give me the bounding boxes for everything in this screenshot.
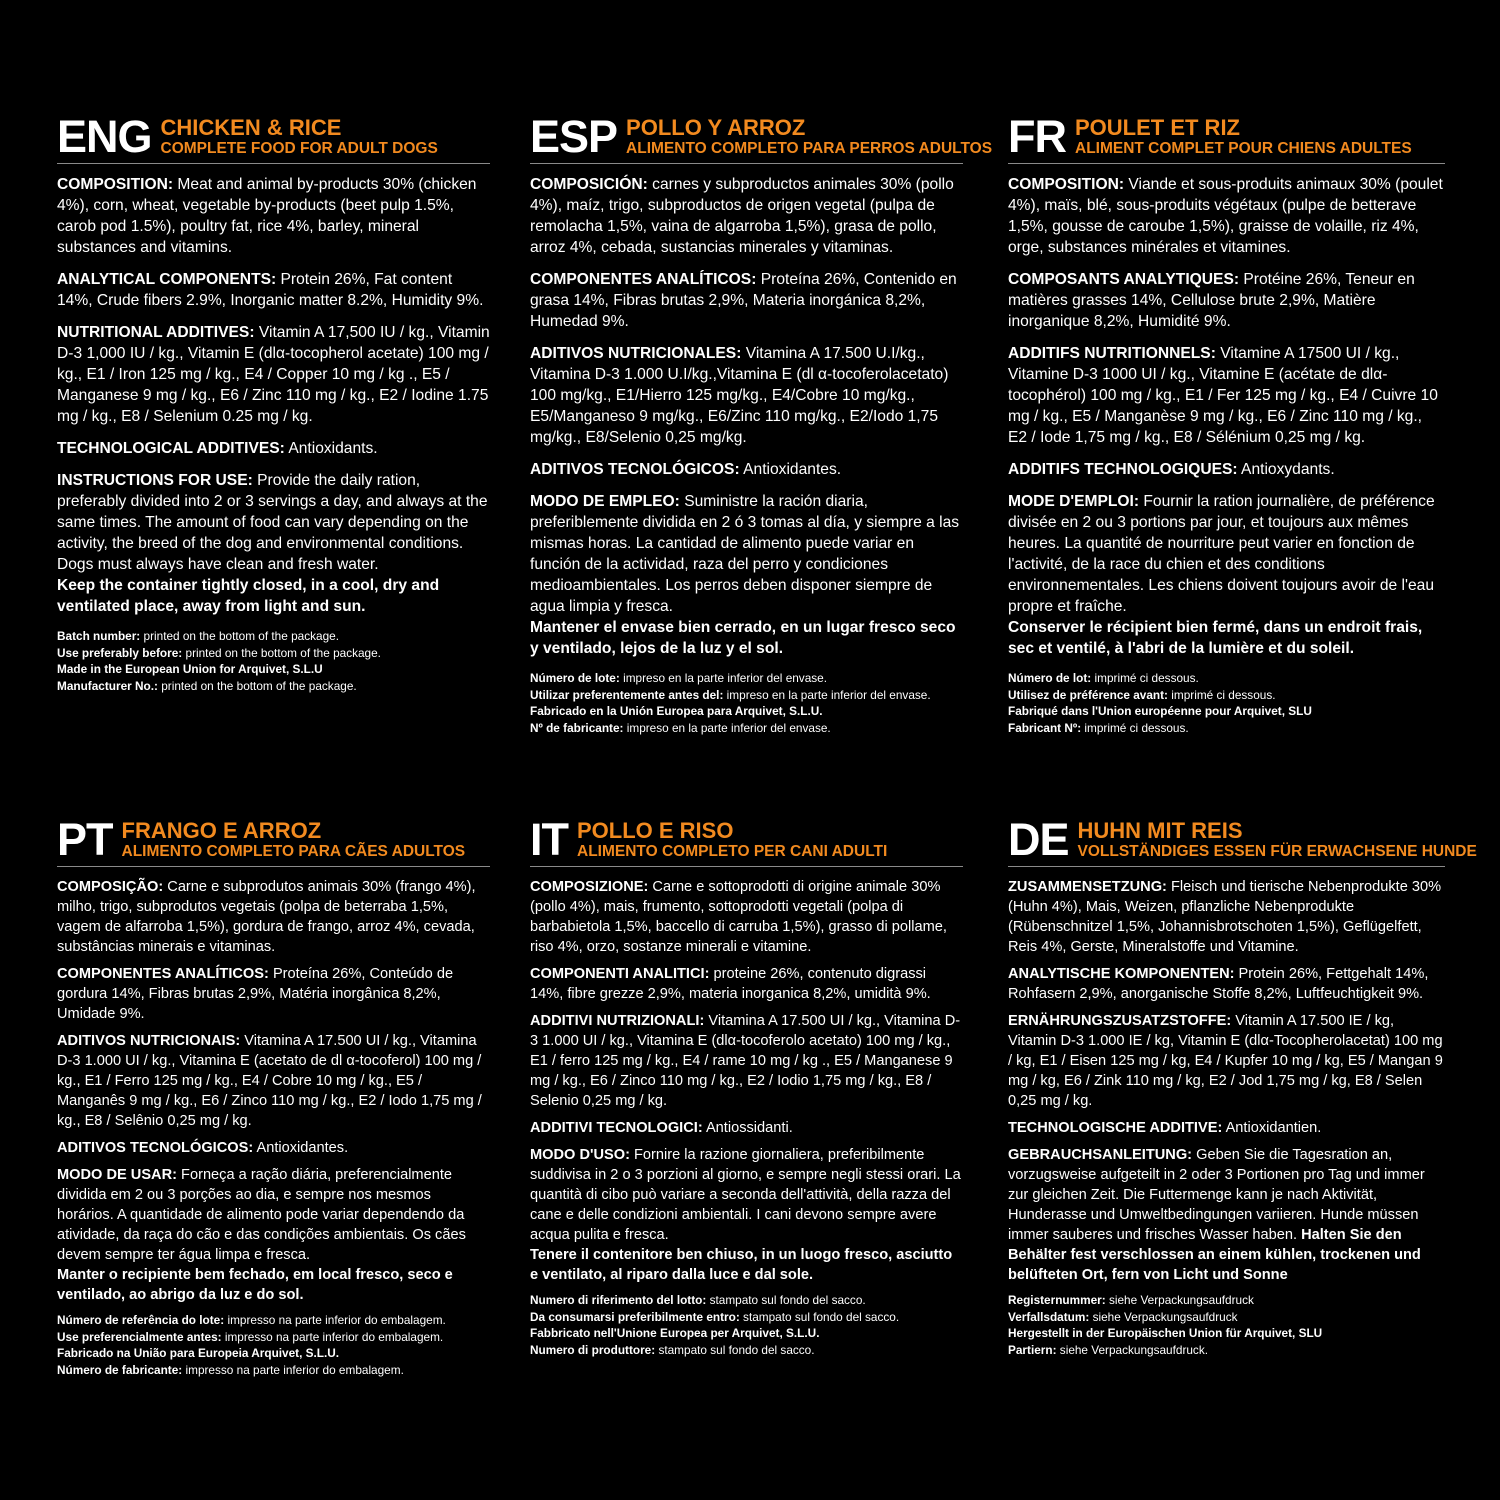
section-text: Meat and animal by-products 30% (chicken 4%), corn, wheat, vegetable by-products (beet pulp 1.5%, carob pod 1.5%), poultry fat, rice 4%, barley, mineral substances and vitamins. — [57, 176, 477, 256]
footer-line — [530, 1342, 963, 1359]
section-label: ADDITIVI TECNOLOGICI: — [530, 1120, 703, 1136]
footer-label: Manufacturer No.: — [57, 678, 158, 693]
product-title: CHICKEN & RICE — [160, 115, 342, 140]
footer-line — [530, 720, 963, 737]
section-label: COMPONENTES ANALÍTICOS: — [530, 271, 757, 288]
footer-label: Numero di produttore: — [530, 1342, 656, 1357]
panel-it — [530, 814, 963, 1358]
section-text: Provide the daily ration, preferably divided into 2 or 3 servings a day, and always at the same times. The amount of food can vary depending on the activity, the breed of the dog and environmental conditions. Dogs must always have clean and fresh water. — [57, 472, 488, 573]
footer-line — [1008, 1342, 1445, 1359]
panel-esp — [530, 111, 993, 736]
section-text: Antioxidantes. — [253, 1140, 349, 1156]
footer-text: stampato sul fondo del sacco. — [655, 1342, 815, 1357]
product-title: HUHN MIT REIS — [1077, 818, 1243, 843]
footer-line — [530, 703, 963, 720]
section — [530, 1011, 963, 1111]
footer-label: Fabbricato nell'Unione Europea per Arquivet, S.L.U. — [530, 1326, 820, 1340]
section-text: Vitamina A 17.500 UI / kg., Vitamina D-3 1.000 UI / kg., Vitamina E (dlα-tocoferolo acetato) 100 mg / kg., E1 / ferro 125 mg / kg., E4 / rame 10 mg / kg ., E5 / Manganese 9 mg / kg., E6 / Zinco 110 mg / kg., E2 / Iodio 1,75 mg / kg., E8 / Selenio 0,25 mg / kg. — [530, 1013, 961, 1109]
language-code: ESP — [530, 111, 618, 162]
panel-pt — [57, 814, 490, 1378]
footer-text: stampato sul fondo del sacco. — [706, 1293, 866, 1307]
section-text: Antioxydants. — [1237, 461, 1335, 478]
panel-titles — [1078, 818, 1477, 860]
section — [57, 174, 490, 258]
footer-line — [1008, 1292, 1445, 1309]
panel-header — [57, 814, 490, 867]
section — [57, 964, 490, 1024]
section-label: COMPOSANTS ANALYTIQUES: — [1008, 271, 1240, 288]
footer-line — [57, 661, 490, 678]
footer-line — [57, 645, 490, 662]
section — [1008, 1011, 1445, 1111]
section — [1008, 174, 1445, 258]
section — [1008, 877, 1445, 957]
panel-header — [530, 111, 993, 164]
footer-label: Made in the European Union for Arquivet, S.L.U — [57, 662, 323, 676]
footer-line — [1008, 720, 1445, 737]
section-text: Protéine 26%, Teneur en matières grasses 14%, Cellulose brute 2,9%, Matière inorganique 8,2%, Humidité 9%. — [1008, 271, 1415, 330]
section-text: Geben Sie die Tagesration an, vorzugsweise aufgeteilt in 2 oder 3 Portionen pro Tag und immer zur gleichen Zeit. Die Futtermenge kann je nach Aktivität, Hunderasse und Umweltbedingungen variieren. Hunde müssen immer sauberes und frisches Wasser haben. — [1008, 1147, 1425, 1243]
footer-text: siehe Verpackungsaufdruck — [1089, 1309, 1238, 1324]
footer-text: imprimé ci dessous. — [1081, 720, 1189, 735]
footer-line — [1008, 670, 1445, 687]
footer-label: Registernummer: — [1008, 1293, 1106, 1307]
panel-footer — [1008, 1292, 1445, 1358]
section-text: Forneça a ração diária, preferencialmente dividida em 2 ou 3 porções ao dia, e sempre nos mesmos horários. A quantidade de alimento pode variar dependendo da atividade, da raça do cão e das condições ambientais. Os cães devem sempre ter água limpa e fresca. — [57, 1167, 466, 1263]
section-label: TECHNOLOGISCHE ADDITIVE: — [1008, 1120, 1223, 1136]
footer-label: Use preferably before: — [57, 645, 183, 660]
storage-note: Manter o recipiente bem fechado, em local fresco, seco e ventilado, ao abrigo da luz e do sol. — [57, 1267, 453, 1303]
footer-label: Batch number: — [57, 629, 141, 643]
section-label: COMPONENTES ANALÍTICOS: — [57, 966, 269, 982]
panel-body — [57, 174, 490, 694]
panel-titles — [161, 115, 438, 157]
section — [1008, 1145, 1445, 1285]
section — [57, 1165, 490, 1305]
section — [530, 459, 963, 480]
section-text: Suministre la ración diaria, preferiblemente dividida en 2 ó 3 tomas al día, y siempre a las mismas horas. La cantidad de alimento puede variar en función de la actividad, raza del perro y condiciones medioambientales. Los perros deben disponer siempre de agua limpia y fresca. — [530, 493, 960, 615]
footer-text: impresso na parte inferior do embalagem. — [224, 1313, 446, 1327]
section — [530, 877, 963, 957]
product-title: POLLO E RISO — [577, 818, 734, 843]
section-label: ERNÄHRUNGSZUSATZSTOFFE: — [1008, 1013, 1232, 1029]
product-subtitle: ALIMENTO COMPLETO PER CANI ADULTI — [577, 843, 888, 860]
footer-line — [530, 1292, 963, 1309]
panel-titles — [1075, 115, 1412, 157]
section-label: ZUSAMMENSETZUNG: — [1008, 879, 1167, 895]
panel-titles — [122, 818, 466, 860]
section-text: Vitamin A 17.500 IE / kg, Vitamin D-3 1.000 IE / kg, Vitamin E (dlα-Tocopherolacetat) 100 mg / kg, E1 / Eisen 125 mg / kg, E4 / Kupfer 10 mg / kg, E5 / Mangan 9 mg / kg, E6 / Zink 110 mg / kg, E2 / Jod 1,75 mg / kg, E8 / Selen 0,25 mg / kg. — [1008, 1013, 1443, 1109]
footer-label: Utilisez de préférence avant: — [1008, 687, 1168, 702]
storage-note: Tenere il contenitore ben chiuso, in un luogo fresco, asciutto e ventilato, al riparo dalla luce e dal sole. — [530, 1247, 953, 1283]
section-text: Proteína 26%, Conteúdo de gordura 14%, Fibras brutas 2,9%, Matéria inorgânica 8,2%, Umidade 9%. — [57, 966, 454, 1022]
storage-note: Mantener el envase bien cerrado, en un lugar fresco seco y ventilado, lejos de la luz y el sol. — [530, 619, 956, 657]
footer-text: impresso na parte inferior do embalagem. — [221, 1329, 444, 1344]
section-text: Proteína 26%, Contenido en grasa 14%, Fibras brutas 2,9%, Materia inorgánica 8,2%, Humedad 9%. — [530, 271, 957, 330]
footer-line — [57, 1329, 490, 1346]
footer-label: Fabricado en la Unión Europea para Arquivet, S.L.U. — [530, 704, 823, 718]
panel-titles — [577, 818, 887, 860]
section-label: TECHNOLOGICAL ADDITIVES: — [57, 440, 285, 457]
section-text: Fournir la ration journalière, de préférence divisée en 2 ou 3 portions par jour, et toujours aux mêmes heures. La quantité de nourriture peut varier en fonction de l'activité, de la race du chien et des conditions environnementales. Les chiens doivent toujours avoir de l'eau propre et fraîche. — [1008, 493, 1435, 615]
footer-line — [530, 670, 963, 687]
section — [530, 343, 963, 448]
section — [1008, 1118, 1445, 1138]
section-label: MODO D'USO: — [530, 1147, 630, 1163]
product-subtitle: ALIMENTO COMPLETO PARA CÃES ADULTOS — [121, 843, 466, 860]
section — [530, 1145, 963, 1285]
panel-body — [530, 877, 963, 1358]
footer-label: Fabriqué dans l'Union européenne pour Arquivet, SLU — [1008, 704, 1312, 718]
section-text: Antioxidantes. — [739, 461, 842, 478]
footer-text: imprimé ci dessous. — [1091, 671, 1199, 685]
section — [1008, 269, 1445, 332]
section — [1008, 491, 1445, 659]
product-subtitle: VOLLSTÄNDIGES ESSEN FÜR ERWACHSENE HUNDE — [1077, 843, 1477, 860]
panel-body — [57, 877, 490, 1378]
panel-titles — [626, 115, 992, 157]
section — [530, 964, 963, 1004]
footer-text: impresso na parte inferior do embalagem. — [182, 1362, 404, 1377]
section-text: Carne e subprodutos animais 30% (frango 4%), milho, trigo, subprodutos vegetais (polpa de beterraba 1,5%, vagem de alfarroba 1,5%), gordura de frango, arroz 4%, cevada, substâncias minerais e vitaminas. — [57, 879, 476, 955]
language-code: PT — [57, 814, 113, 865]
section-text: Protein 26%, Fat content 14%, Crude fibers 2.9%, Inorganic matter 8.2%, Humidity 9%. — [57, 271, 484, 309]
language-code: FR — [1008, 111, 1066, 162]
section-label: COMPOSIZIONE: — [530, 879, 649, 895]
footer-text: impreso en la parte inferior del envase. — [619, 671, 828, 685]
section-text: Protein 26%, Fettgehalt 14%, Rohfasern 2,9%, anorganische Stoffe 8,2%, Luftfeuchtigkeit 9%. — [1008, 966, 1429, 1002]
footer-line — [1008, 1309, 1445, 1326]
section — [1008, 343, 1445, 448]
panel-header — [1008, 111, 1445, 164]
footer-text: siehe Verpackungsaufdruck. — [1056, 1342, 1209, 1357]
section-text: Viande et sous-produits animaux 30% (poulet 4%), maïs, blé, sous-produits végétaux (pulpe de betterave 1,5%, gousse de caroube 1,5%), graisse de volaille, riz 4%, orge, substances minérales et vitamines. — [1008, 176, 1443, 256]
product-subtitle: COMPLETE FOOD FOR ADULT DOGS — [160, 140, 438, 157]
section-text: Fleisch und tierische Nebenprodukte 30% (Huhn 4%), Mais, Weizen, pflanzliche Nebenprodukte (Rübenschnitzel 1,5%, Johannisbrotschoten 1,5%), Geflügelfett, Reis 4%, Gerste, Mineralstoffe und Vitamine. — [1008, 879, 1442, 955]
section-label: ANALYTISCHE KOMPONENTEN: — [1008, 966, 1235, 982]
section-text: carnes y subproductos animales 30% (pollo 4%), maíz, trigo, subproductos de origen vegetal (pulpa de remolacha 1,5%, vaina de algarroba 1,5%), grasa de pollo, arroz 4%, cebada, sustancias minerales y vitaminas. — [530, 176, 954, 256]
section — [1008, 459, 1445, 480]
section-text: Antiossidanti. — [702, 1120, 793, 1136]
product-title: FRANGO E ARROZ — [121, 818, 322, 843]
panel-footer — [57, 628, 490, 694]
footer-label: Use preferencialmente antes: — [57, 1329, 222, 1344]
footer-text: printed on the bottom of the package. — [182, 645, 381, 660]
footer-label: Numero di riferimento del lotto: — [530, 1293, 707, 1307]
panel-body — [1008, 174, 1445, 736]
section-text: Antioxidants. — [284, 440, 378, 457]
footer-line — [530, 1309, 963, 1326]
section — [1008, 964, 1445, 1004]
footer-label: Fabricant Nº: — [1008, 720, 1082, 735]
product-title: POLLO Y ARROZ — [626, 115, 806, 140]
footer-label: Utilizar preferentemente antes del: — [530, 687, 724, 702]
section — [57, 322, 490, 427]
footer-line — [57, 678, 490, 695]
footer-label: Fabricado na União para Europeia Arquivet, S.L.U. — [57, 1346, 340, 1360]
language-code: IT — [530, 814, 568, 865]
section-label: COMPOSITION: — [1008, 176, 1125, 193]
footer-text: impreso en la parte inferior del envase. — [623, 720, 831, 735]
footer-text: printed on the bottom of the package. — [157, 678, 357, 693]
footer-text: imprimé ci dessous. — [1167, 687, 1276, 702]
section-text: Vitamin A 17,500 IU / kg., Vitamin D-3 1,000 IU / kg., Vitamin E (dlα-tocopherol acetate) 100 mg / kg., E1 / Iron 125 mg / kg., E4 / Copper 10 mg / kg ., E5 / Manganese 9 mg / kg., E6 / Zinc 110 mg / kg., E2 / Iodine 1.75 mg / kg., E8 / Selenium 0.25 mg / kg. — [57, 324, 490, 425]
footer-line — [1008, 703, 1445, 720]
product-title: POULET ET RIZ — [1075, 115, 1240, 140]
section-text: Vitamina A 17.500 UI / kg., Vitamina D-3 1.000 UI / kg., Vitamina E (acetato de dl α-tocoferol) 100 mg / kg., E1 / Ferro 125 mg / kg., E4 / Cobre 10 mg / kg., E5 / Manganês 9 mg / kg., E6 / Zinco 110 mg / kg., E2 / Iodo 1,75 mg / kg., E8 / Selênio 0,25 mg / kg. — [57, 1033, 482, 1129]
section-label: ADITIVOS TECNOLÓGICOS: — [57, 1140, 254, 1156]
section — [57, 1138, 490, 1158]
section-label: ADITIVOS TECNOLÓGICOS: — [530, 461, 740, 478]
panel-footer — [1008, 670, 1445, 736]
footer-line — [530, 1325, 963, 1342]
section-label: COMPOSICIÓN: — [530, 176, 648, 193]
storage-note: Conserver le récipient bien fermé, dans un endroit frais, sec et ventilé, à l'abri de la lumière et du soleil. — [1008, 619, 1423, 657]
language-code: ENG — [57, 111, 152, 162]
footer-label: Nº de fabricante: — [530, 720, 624, 735]
section — [530, 269, 963, 332]
product-subtitle: ALIMENT COMPLET POUR CHIENS ADULTES — [1075, 140, 1412, 157]
section-text: Antioxidantien. — [1222, 1120, 1322, 1136]
section — [530, 174, 963, 258]
footer-text: siehe Verpackungsaufdruck — [1105, 1293, 1254, 1307]
section-label: COMPOSITION: — [57, 176, 174, 193]
footer-line — [57, 1312, 490, 1329]
section-text: proteine 26%, contenuto digrassi 14%, fibre grezze 2,9%, materia inorganica 8,2%, umidità 9%. — [530, 966, 931, 1002]
panel-de — [1008, 814, 1477, 1358]
panel-fr — [1008, 111, 1445, 736]
footer-label: Número de lote: — [530, 671, 620, 685]
section-label: GEBRAUCHSANLEITUNG: — [1008, 1147, 1193, 1163]
section — [57, 438, 490, 459]
section-label: COMPOSIÇÃO: — [57, 879, 164, 895]
section-label: MODO DE USAR: — [57, 1167, 177, 1183]
panel-body — [1008, 877, 1445, 1358]
footer-label: Número de lot: — [1008, 671, 1092, 685]
footer-line — [1008, 1325, 1445, 1342]
section-text: Carne e sottoprodotti di origine animale 30% (pollo 4%), mais, frumento, sottoprodotti vegetali (polpa di barbabietola 1,5%, baccello di carruba 1,5%), grasso di pollame, riso 4%, orzo, sostanze minerali e vitamine. — [530, 879, 947, 955]
section-label: NUTRITIONAL ADDITIVES: — [57, 324, 255, 341]
footer-label: Hergestellt in der Europäischen Union für Arquivet, SLU — [1008, 1326, 1323, 1340]
panel-header — [1008, 814, 1477, 867]
footer-label: Verfallsdatum: — [1008, 1309, 1090, 1324]
panel-header — [57, 111, 490, 164]
footer-label: Número de fabricante: — [57, 1362, 183, 1377]
section-text: Fornire la razione giornaliera, preferibilmente suddivisa in 2 o 3 porzioni al giorno, e sempre negli stessi orari. La quantità di cibo può variare a seconda dell'attività, della razza del cane e delle condizioni ambientali. I cani devono sempre avere acqua pulita e fresca. — [530, 1147, 961, 1243]
footer-label: Número de referência do lote: — [57, 1313, 225, 1327]
panel-footer — [530, 1292, 963, 1358]
section-text: Vitamine A 17500 UI / kg., Vitamine D-3 1000 UI / kg., Vitamine E (acétate de dlα-tocophérol) 100 mg / kg., E1 / Fer 125 mg / kg., E4 / Cuivre 10 mg / kg., E5 / Manganèse 9 mg / kg., E6 / Zinc 110 mg / kg., E2 / Iode 1,75 mg / kg., E8 / Sélénium 0,25 mg / kg. — [1008, 345, 1438, 446]
panel-body — [530, 174, 963, 736]
footer-line — [57, 1345, 490, 1362]
panel-footer — [530, 670, 963, 736]
section-label: MODE D'EMPLOI: — [1008, 493, 1140, 510]
section-label: ADDITIFS NUTRITIONNELS: — [1008, 345, 1216, 362]
section-label: ANALYTICAL COMPONENTS: — [57, 271, 277, 288]
section-label: INSTRUCTIONS FOR USE: — [57, 472, 253, 489]
section — [57, 1031, 490, 1131]
footer-text: stampato sul fondo del sacco. — [739, 1309, 900, 1324]
section-label: COMPONENTI ANALITICI: — [530, 966, 710, 982]
footer-text: impreso en la parte inferior del envase. — [723, 687, 931, 702]
section — [57, 470, 490, 617]
section — [530, 1118, 963, 1138]
section — [57, 877, 490, 957]
section — [57, 269, 490, 311]
footer-line — [1008, 687, 1445, 704]
footer-line — [57, 628, 490, 645]
section-label: MODO DE EMPLEO: — [530, 493, 680, 510]
section-label: ADITIVOS NUTRICIONAIS: — [57, 1033, 241, 1049]
storage-note: Halten Sie den Behälter fest verschlossen an einem kühlen, trockenen und belüfteten Ort, fern von Licht und Sonne — [1008, 1227, 1421, 1283]
language-code: DE — [1008, 814, 1069, 865]
section — [530, 491, 963, 659]
footer-text: printed on the bottom of the package. — [140, 629, 339, 643]
section-label: ADDITIVI NUTRIZIONALI: — [530, 1013, 705, 1029]
footer-label: Da consumarsi preferibilmente entro: — [530, 1309, 740, 1324]
panel-eng — [57, 111, 490, 694]
product-subtitle: ALIMENTO COMPLETO PARA PERROS ADULTOS — [626, 140, 993, 157]
section-label: ADDITIFS TECHNOLOGIQUES: — [1008, 461, 1238, 478]
panel-footer — [57, 1312, 490, 1378]
section-text: Vitamina A 17.500 U.I/kg., Vitamina D-3 1.000 U.I/kg.,Vitamina E (dl α-tocoferolacetato) 100 mg/kg., E1/Hierro 125 mg/kg., E4/Cobre 10 mg/kg., E5/Manganeso 9 mg/kg., E6/Zinc 110 mg/kg., E2/Iodo 1,75 mg/kg., E8/Selenio 0,25 mg/kg. — [530, 345, 949, 446]
section-label: ADITIVOS NUTRICIONALES: — [530, 345, 742, 362]
storage-note: Keep the container tightly closed, in a cool, dry and ventilated place, away from light and sun. — [57, 577, 440, 615]
footer-line — [530, 687, 963, 704]
footer-label: Partiern: — [1008, 1342, 1057, 1357]
footer-line — [57, 1362, 490, 1379]
panel-header — [530, 814, 963, 867]
